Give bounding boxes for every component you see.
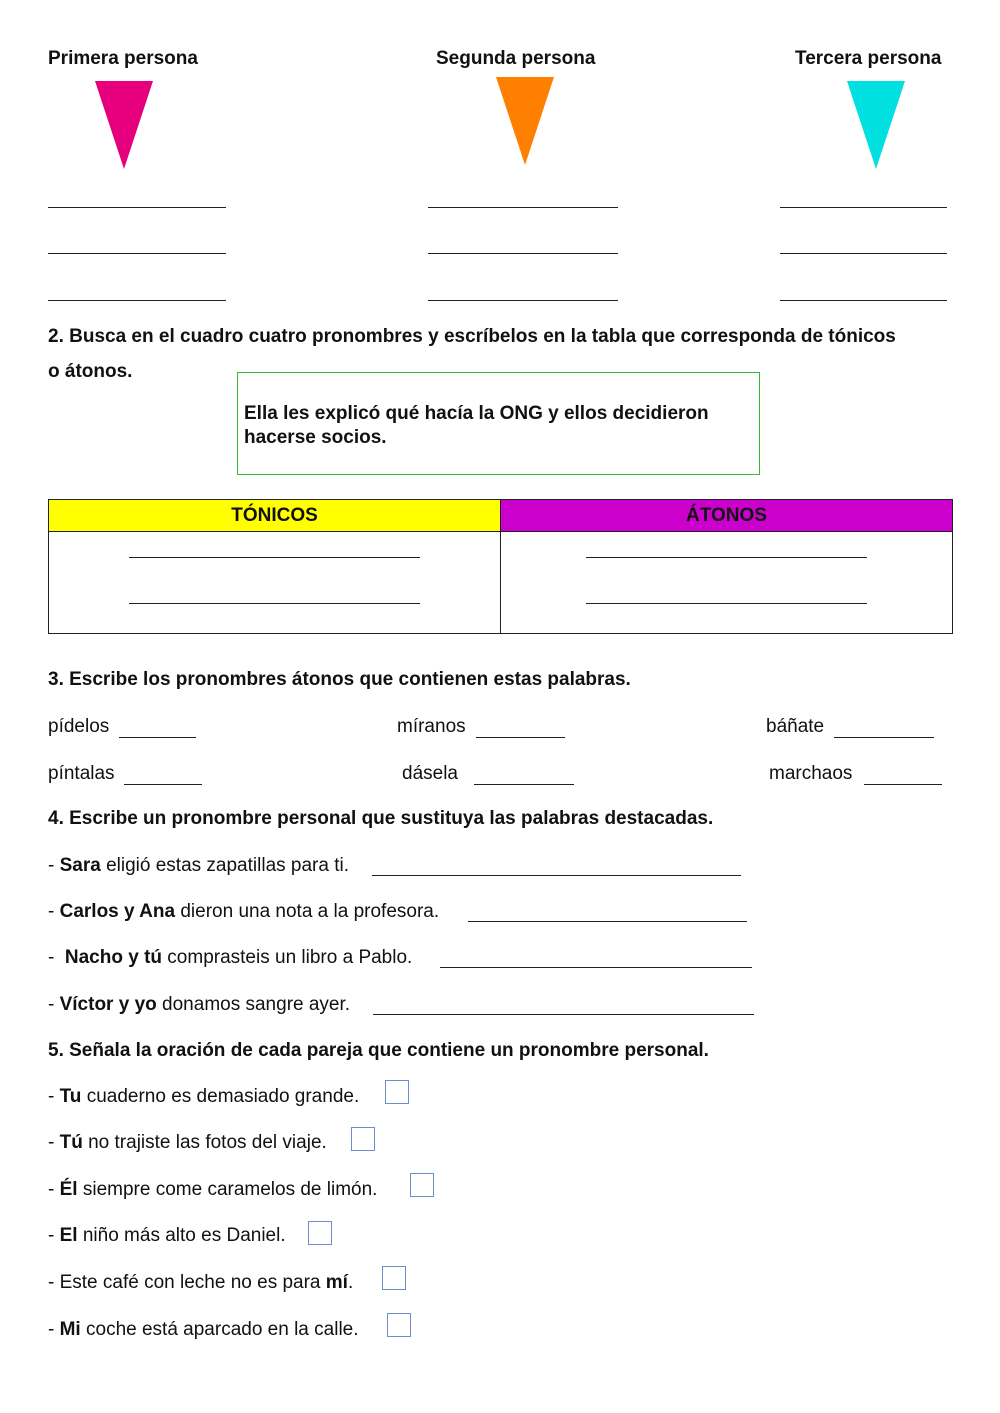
tonicos-header: TÓNICOS — [49, 500, 500, 532]
atonos-header: ÁTONOS — [500, 500, 952, 532]
q3-word-row — [48, 763, 115, 785]
q3-answer-line[interactable] — [119, 737, 196, 738]
q3-word-row — [397, 716, 466, 738]
q5-checkbox[interactable] — [382, 1266, 406, 1290]
q2-prompt-line1: 2. Busca en el cuadro cuatro pronombres y escríbelos en la tabla que corresponda de tónicos — [48, 326, 896, 347]
q3-prompt: 3. Escribe los pronombres átonos que contienen estas palabras. — [48, 669, 631, 690]
sentence-rest: coche está aparcado en la calle. — [86, 1319, 359, 1340]
label-primera-persona: Primera persona — [48, 48, 198, 69]
q4-item — [48, 901, 439, 923]
q3-answer-line[interactable] — [864, 784, 942, 785]
sentence-rest: cuaderno es demasiado grande. — [86, 1086, 360, 1107]
tonicos-answer-line[interactable] — [129, 603, 420, 604]
q3-word: báñate — [766, 716, 825, 737]
answer-line[interactable] — [428, 207, 618, 208]
highlighted-words: Víctor y yo — [59, 994, 157, 1015]
q4-item — [48, 994, 350, 1016]
sentence-pre: Este café con leche no es para — [59, 1272, 321, 1293]
q3-word: míranos — [397, 716, 466, 737]
dash: - — [48, 994, 55, 1015]
highlighted-words: Carlos y Ana — [59, 901, 176, 922]
pronoun-table — [48, 499, 953, 634]
answer-line[interactable] — [428, 300, 618, 301]
sentence-rest: eligió estas zapatillas para ti. — [106, 855, 350, 876]
highlighted-word: Tú — [59, 1132, 83, 1153]
sentence-box — [237, 372, 760, 475]
sentence-rest: dieron una nota a la profesora. — [180, 901, 440, 922]
highlighted-words: Sara — [59, 855, 101, 876]
answer-line[interactable] — [780, 253, 947, 254]
dash: - — [48, 1319, 55, 1340]
q5-prompt: 5. Señala la oración de cada pareja que contiene un pronombre personal. — [48, 1040, 709, 1061]
q5-item — [48, 1179, 377, 1201]
q5-item — [48, 1225, 286, 1247]
q4-prompt: 4. Escribe un pronombre personal que sustituya las palabras destacadas. — [48, 808, 714, 829]
q3-word: pídelos — [48, 716, 110, 737]
q4-answer-line[interactable] — [468, 921, 747, 922]
q5-checkbox[interactable] — [308, 1221, 332, 1245]
sentence-rest: . — [347, 1272, 354, 1293]
q3-word: píntalas — [48, 763, 115, 784]
orange-triangle-icon — [496, 77, 554, 165]
table-divider — [500, 500, 501, 633]
highlighted-word: mí — [325, 1272, 348, 1293]
q4-answer-line[interactable] — [372, 875, 741, 876]
q3-word-row — [766, 716, 824, 738]
sentence-rest: donamos sangre ayer. — [162, 994, 351, 1015]
q5-item — [48, 1086, 359, 1108]
dash: - — [48, 1225, 55, 1246]
q4-item — [48, 855, 349, 877]
pink-triangle-icon — [95, 81, 153, 169]
cyan-triangle-icon — [847, 81, 905, 169]
q2-prompt-line2: o átonos. — [48, 361, 133, 382]
sentence-rest: niño más alto es Daniel. — [82, 1225, 286, 1246]
q3-answer-line[interactable] — [474, 784, 574, 785]
atonos-answer-line[interactable] — [586, 603, 867, 604]
highlighted-word: Tu — [59, 1086, 82, 1107]
q3-answer-line[interactable] — [476, 737, 565, 738]
q5-checkbox[interactable] — [385, 1080, 409, 1104]
q5-item — [48, 1272, 353, 1294]
q5-item — [48, 1132, 327, 1154]
dash: - — [48, 855, 55, 876]
q3-word-row — [402, 763, 458, 785]
dash: - — [48, 947, 55, 968]
dash: - — [48, 1272, 55, 1293]
q3-word-row — [48, 716, 109, 738]
label-segunda-persona: Segunda persona — [436, 48, 596, 69]
answer-line[interactable] — [48, 207, 226, 208]
dash: - — [48, 1179, 55, 1200]
q3-word-row — [769, 763, 852, 785]
q5-checkbox[interactable] — [351, 1127, 375, 1151]
sentence-text: Ella les explicó qué hacía la ONG y ellos decidieron hacerse socios. — [244, 403, 709, 448]
answer-line[interactable] — [48, 300, 226, 301]
q5-checkbox[interactable] — [387, 1313, 411, 1337]
answer-line[interactable] — [780, 300, 947, 301]
highlighted-words: Nacho y tú — [64, 947, 163, 968]
highlighted-word: Mi — [59, 1319, 81, 1340]
q4-item — [48, 947, 412, 969]
sentence-rest: comprasteis un libro a Pablo. — [167, 947, 413, 968]
dash: - — [48, 1132, 55, 1153]
q3-answer-line[interactable] — [124, 784, 202, 785]
label-tercera-persona: Tercera persona — [795, 48, 942, 69]
sentence-rest: siempre come caramelos de limón. — [82, 1179, 378, 1200]
q3-word: dásela — [402, 763, 458, 784]
q5-checkbox[interactable] — [410, 1173, 434, 1197]
q5-item — [48, 1319, 359, 1341]
highlighted-word: Él — [59, 1179, 78, 1200]
answer-line[interactable] — [780, 207, 947, 208]
atonos-answer-line[interactable] — [586, 557, 867, 558]
q3-answer-line[interactable] — [834, 737, 934, 738]
q4-answer-line[interactable] — [440, 967, 752, 968]
q3-word: marchaos — [769, 763, 853, 784]
dash: - — [48, 1086, 55, 1107]
answer-line[interactable] — [428, 253, 618, 254]
tonicos-answer-line[interactable] — [129, 557, 420, 558]
answer-line[interactable] — [48, 253, 226, 254]
q4-answer-line[interactable] — [373, 1014, 754, 1015]
dash: - — [48, 901, 55, 922]
highlighted-word: El — [59, 1225, 78, 1246]
sentence-rest: no trajiste las fotos del viaje. — [88, 1132, 327, 1153]
